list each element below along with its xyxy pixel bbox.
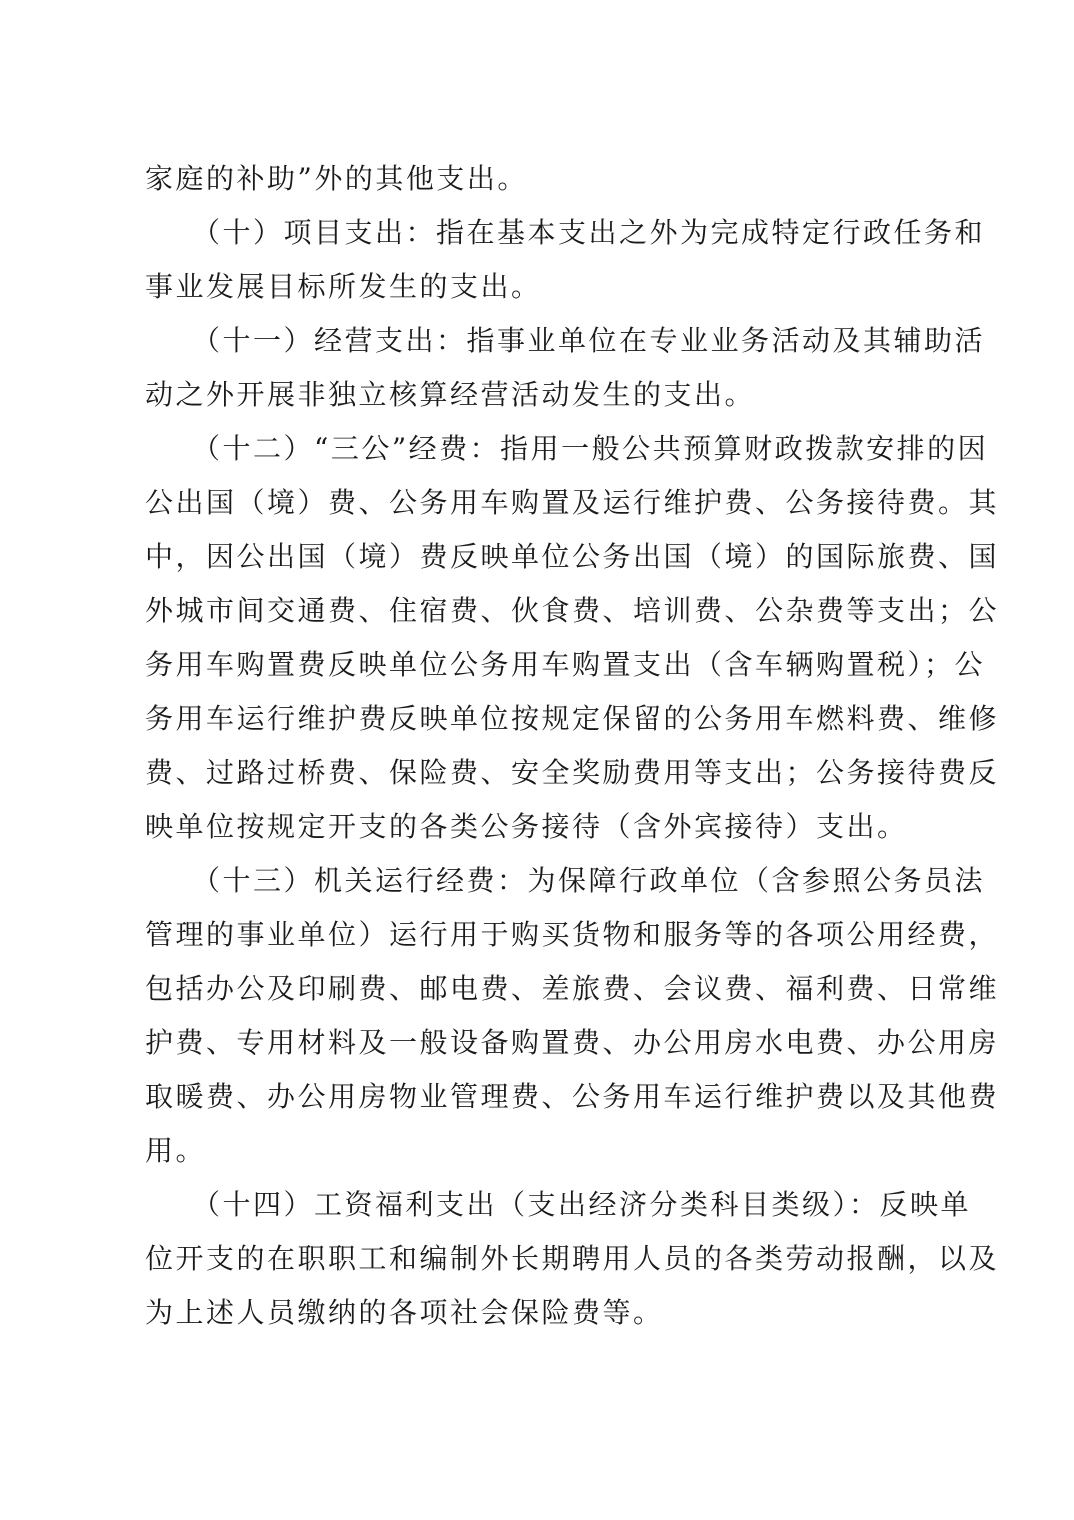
document-body xyxy=(145,152,1000,1340)
text-line: （十二）“三公”经费：指用一般公共预算财政拨款安排的因 xyxy=(145,432,989,465)
text-line: 家庭的补助”外的其他支出。 xyxy=(145,162,528,195)
text-line: 映单位按规定开支的各类公务接待（含外宾接待）支出。 xyxy=(145,810,908,843)
text-line: 中，因公出国（境）费反映单位公务出国（境）的国际旅费、国 xyxy=(145,540,1000,573)
text-line: 取暖费、办公用房物业管理费、公务用车运行维护费以及其他费 xyxy=(145,1080,1000,1113)
text-line: （十）项目支出：指在基本支出之外为完成特定行政任务和 xyxy=(145,216,986,249)
text-line: 费、过路过桥费、保险费、安全奖励费用等支出；公务接待费反 xyxy=(145,756,1000,789)
text-line: 务用车购置费反映单位公务用车购置支出（含车辆购置税）；公 xyxy=(145,648,986,681)
text-line: 事业发展目标所发生的支出。 xyxy=(145,270,542,303)
text-line: 外城市间交通费、住宿费、伙食费、培训费、公杂费等支出；公 xyxy=(145,594,1000,627)
text-line: 务用车运行维护费反映单位按规定保留的公务用车燃料费、维修 xyxy=(145,702,1000,735)
text-line: （十四）工资福利支出（支出经济分类科目类级）：反映单 xyxy=(145,1188,972,1221)
text-line: 动之外开展非独立核算经营活动发生的支出。 xyxy=(145,378,756,411)
text-line: 用。 xyxy=(145,1134,207,1167)
text-line: 公出国（境）费、公务用车购置及运行维护费、公务接待费。其 xyxy=(145,486,1000,519)
text-line: 位开支的在职职工和编制外长期聘用人员的各类劳动报酬，以及 xyxy=(145,1242,1000,1275)
text-line: 护费、专用材料及一般设备购置费、办公用房水电费、办公用房 xyxy=(145,1026,1000,1059)
text-line: 为上述人员缴纳的各项社会保险费等。 xyxy=(145,1296,664,1329)
text-line: （十三）机关运行经费：为保障行政单位（含参照公务员法 xyxy=(145,864,986,897)
text-line: 包括办公及印刷费、邮电费、差旅费、会议费、福利费、日常维 xyxy=(145,972,1000,1005)
text-line: （十一）经营支出：指事业单位在专业业务活动及其辅助活 xyxy=(145,324,986,357)
text-line: 管理的事业单位）运行用于购买货物和服务等的各项公用经费， xyxy=(145,918,1000,951)
